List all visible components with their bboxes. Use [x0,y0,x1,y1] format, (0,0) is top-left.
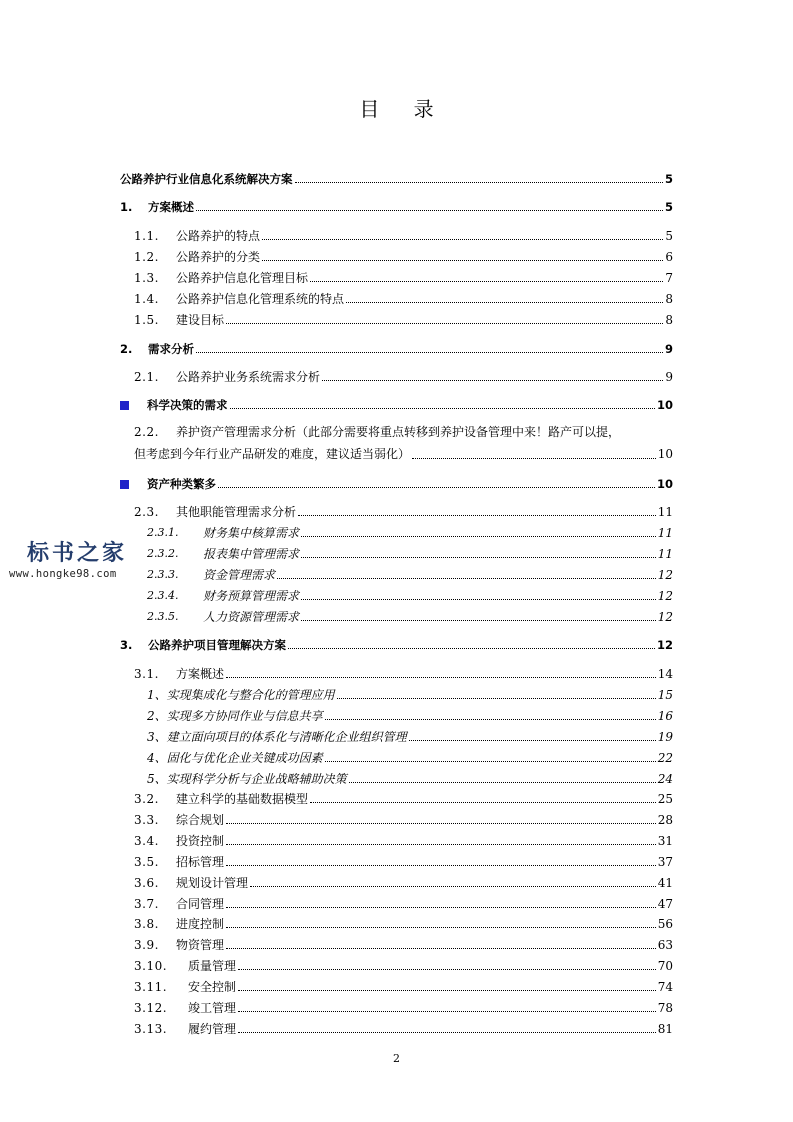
toc-leader [226,843,656,845]
toc-entry-label: 需求分析 [148,342,194,356]
toc-leader [301,598,656,600]
toc-entry-number: 2.3. [134,505,159,519]
toc-leader [325,760,656,762]
toc-leader [226,947,656,949]
toc-entry[interactable] [147,587,673,603]
toc-entry[interactable] [134,832,673,848]
toc-entry[interactable] [134,936,673,952]
toc-leader [238,1031,656,1033]
toc-entry-label: 进度控制 [176,917,225,931]
page-title: 目 录 [359,97,448,121]
toc-entry-number: 1. [120,200,133,214]
toc-entry-page: 47 [657,897,673,911]
toc-entry-number: 2.3.2. [147,547,179,560]
toc-entry-page: 12 [657,589,673,603]
toc-entry-label: 公路养护项目管理解决方案 [148,638,286,652]
toc-entry[interactable] [147,770,673,786]
toc-entry[interactable] [134,227,673,243]
square-bullet-icon [120,401,129,410]
toc-entry-number: 2.3.3. [147,568,179,581]
toc-entry-label: 安全控制 [188,980,237,994]
toc-leader [288,647,655,649]
toc-entry-multiline[interactable] [134,421,673,465]
toc-entry[interactable] [120,340,673,356]
toc-entry-page: 41 [657,876,673,890]
toc-entry-label: 财务集中核算需求 [203,526,300,540]
toc-leader [337,697,656,699]
toc-leader [301,556,656,558]
toc-leader [238,1010,656,1012]
toc-entry[interactable] [134,665,673,681]
toc-entry-page: 11 [657,505,673,519]
toc-entry-page: 10 [656,398,673,412]
toc-entry-number: 1.5. [134,313,159,327]
toc-entry-number: 3.6. [134,876,159,890]
watermark [0,536,160,586]
toc-leader [349,781,656,783]
toc-entry-label: 方案概述 [176,667,225,681]
toc-entry-page: 12 [657,568,673,582]
toc-entry-number: 1.2. [134,250,159,264]
toc-entry[interactable] [134,811,673,827]
toc-leader [412,458,656,459]
toc-entry-page: 10 [656,477,673,491]
toc-entry-number: 3.8. [134,917,159,931]
toc-entry[interactable] [147,608,673,624]
toc-entry-label: 2、实现多方协同作业与信息共享 [147,709,323,723]
toc-entry-label: 报表集中管理需求 [203,547,300,561]
toc-entry-number: 2.3.5. [147,610,179,623]
toc-leader [322,379,663,381]
toc-entry-label: 综合规划 [176,813,225,827]
toc-leader [262,259,663,261]
toc-entry-page: 5 [665,229,673,243]
toc-leader [226,676,656,678]
square-bullet-icon [120,480,129,489]
toc-entry-label: 规划设计管理 [176,876,249,890]
toc-entry[interactable] [134,290,673,306]
toc-leader [196,209,663,211]
watermark-url: www.hongke98.com [9,568,117,580]
toc-entry-page: 78 [657,1001,673,1015]
watermark-brand: 标书之家 [27,541,128,566]
toc-leader [298,514,656,516]
toc-entry-label: 质量管理 [188,959,237,973]
toc-entry[interactable] [134,978,673,994]
toc-entry-page: 19 [657,730,673,744]
toc-entry[interactable] [147,728,673,744]
toc-entry-number: 3.11. [134,980,168,994]
toc-entry[interactable] [134,957,673,973]
toc-entry-label: 方案概述 [148,200,194,214]
toc-leader [295,181,663,183]
toc-entry-number: 2.3.4. [147,589,179,602]
toc-leader [226,822,656,824]
toc-entry-number: 3.2. [134,792,159,806]
toc-entry[interactable] [134,311,673,327]
toc-entry-page: 5 [664,172,673,186]
toc-entry-line-1 [134,421,673,443]
toc-entry[interactable] [120,396,673,412]
toc-entry-page: 63 [657,938,673,952]
toc-entry-page: 9 [664,342,673,356]
toc-leader [262,238,663,240]
toc-entry-page: 70 [657,959,673,973]
toc-entry-label: 养护资产管理需求分析（此部分需要将重点转移到养护设备管理中来！路产可以提， [176,425,621,439]
toc-entry-label: 公路养护信息化管理系统的特点 [176,292,345,306]
toc-entry[interactable] [120,475,673,491]
toc-entry-label: 履约管理 [188,1022,237,1036]
toc-entry-label: 建设目标 [176,313,225,327]
toc-leader [196,351,663,353]
toc-leader [301,619,656,621]
toc-entry-number: 3.9. [134,938,159,952]
toc-entry-page: 22 [657,751,673,765]
toc-leader [226,926,656,928]
toc-entry-page: 10 [657,447,673,461]
toc-entry-page: 8 [665,313,673,327]
toc-leader [346,301,663,303]
toc-entry-label: 人力资源管理需求 [203,610,300,624]
toc-entry-label: 资金管理需求 [203,568,276,582]
toc-leader [409,739,656,741]
toc-entry-label: 公路养护业务系统需求分析 [176,370,321,384]
toc-entry-page: 25 [657,792,673,806]
toc-entry[interactable] [134,790,673,806]
toc-entry[interactable] [147,749,673,765]
toc-entry-page: 14 [657,667,673,681]
toc-leader [218,486,655,488]
toc-entry-label: 竣工管理 [188,1001,237,1015]
toc-entry-page: 16 [657,709,673,723]
toc-entry-number: 3. [120,638,133,652]
toc-entry-number: 2. [120,342,133,356]
toc-entry-number: 2.1. [134,370,159,384]
toc-entry-page: 11 [657,547,673,561]
toc-entry-number: 3.4. [134,834,159,848]
toc-leader [238,968,656,970]
toc-entry-label: 1、实现集成化与整合化的管理应用 [147,688,335,702]
toc-entry-label: 合同管理 [176,897,225,911]
toc-entry-number: 3.13. [134,1022,168,1036]
toc-entry[interactable] [120,636,673,652]
toc-entry[interactable] [134,874,673,890]
toc-entry[interactable] [147,545,673,561]
toc-entry-page: 12 [656,638,673,652]
toc-entry[interactable] [134,503,673,519]
toc-entry-label: 其他职能管理需求分析 [176,505,297,519]
toc-entry[interactable] [120,170,673,186]
toc-entry-number: 2.3.1. [147,526,179,539]
toc-entry-number: 3.5. [134,855,159,869]
toc-entry-page: 6 [665,250,673,264]
toc-entry-page: 28 [657,813,673,827]
toc-entry-number: 3.10. [134,959,168,973]
toc-entry-line-2 [134,443,673,465]
toc-leader [226,906,656,908]
toc-entry-label: 公路养护行业信息化系统解决方案 [120,172,293,186]
toc-leader [226,864,656,866]
toc-entry[interactable] [134,915,673,931]
toc-entry-label: 3、建立面向项目的体系化与清晰化企业组织管理 [147,730,407,744]
toc-entry-number: 3.1. [134,667,159,681]
toc-entry[interactable] [134,1020,673,1036]
toc-entry-label: 财务预算管理需求 [203,589,300,603]
toc-entry[interactable] [134,895,673,911]
toc-entry-page: 37 [657,855,673,869]
toc-entry-number: 1.4. [134,292,159,306]
toc-entry-label: 公路养护信息化管理目标 [176,271,309,285]
toc-leader [226,322,663,324]
toc-entry-number: 1.3. [134,271,159,285]
toc-entry-page: 74 [657,980,673,994]
toc-entry-label: 投资控制 [176,834,225,848]
toc-entry-number: 3.3. [134,813,159,827]
toc-leader [238,989,656,991]
toc-entry-label: 公路养护的分类 [176,250,261,264]
toc-leader [230,407,655,409]
toc-entry-page: 31 [657,834,673,848]
toc-leader [301,535,656,537]
toc-entry-page: 5 [664,200,673,214]
toc-entry[interactable] [120,198,673,214]
toc-leader [325,718,656,720]
toc-entry-page: 15 [657,688,673,702]
toc-entry-label: 公路养护的特点 [176,229,261,243]
toc-entry-label: 5、实现科学分析与企业战略辅助决策 [147,772,347,786]
toc-entry-page: 8 [665,292,673,306]
toc-entry[interactable] [134,368,673,384]
toc-entry-number: 3.7. [134,897,159,911]
toc-entry-label-continued: 但考虑到今年行业产品研发的难度，建议适当弱化） [134,447,411,461]
page-number: 2 [393,1052,400,1065]
toc-entry-page: 11 [657,526,673,540]
toc-leader [250,885,656,887]
toc-entry-number: 3.12. [134,1001,168,1015]
toc-entry[interactable] [147,686,673,702]
toc-entry[interactable] [134,999,673,1015]
toc-entry-page: 81 [657,1022,673,1036]
toc-entry-label: 4、固化与优化企业关键成功因素 [147,751,323,765]
toc-entry-label: 科学决策的需求 [147,398,228,412]
toc-entry[interactable] [134,853,673,869]
toc-entry-page: 56 [657,917,673,931]
toc-entry-number: 1.1. [134,229,159,243]
toc-entry[interactable] [134,248,673,264]
toc-entry-label: 招标管理 [176,855,225,869]
toc-entry[interactable] [134,269,673,285]
toc-leader [310,801,656,803]
toc-leader [277,577,656,579]
toc-entry-label: 物资管理 [176,938,225,952]
toc-entry-label: 建立科学的基础数据模型 [176,792,309,806]
toc-entry-page: 7 [665,271,673,285]
toc-leader [310,280,663,282]
toc-entry-page: 24 [657,772,673,786]
toc-entry[interactable] [147,566,673,582]
toc-entry-label: 资产种类繁多 [147,477,216,491]
toc-entry-page: 9 [665,370,673,384]
toc-entry-number: 2.2. [134,425,159,439]
toc-entry[interactable] [147,707,673,723]
toc-entry[interactable] [147,524,673,540]
toc-entry-page: 12 [657,610,673,624]
